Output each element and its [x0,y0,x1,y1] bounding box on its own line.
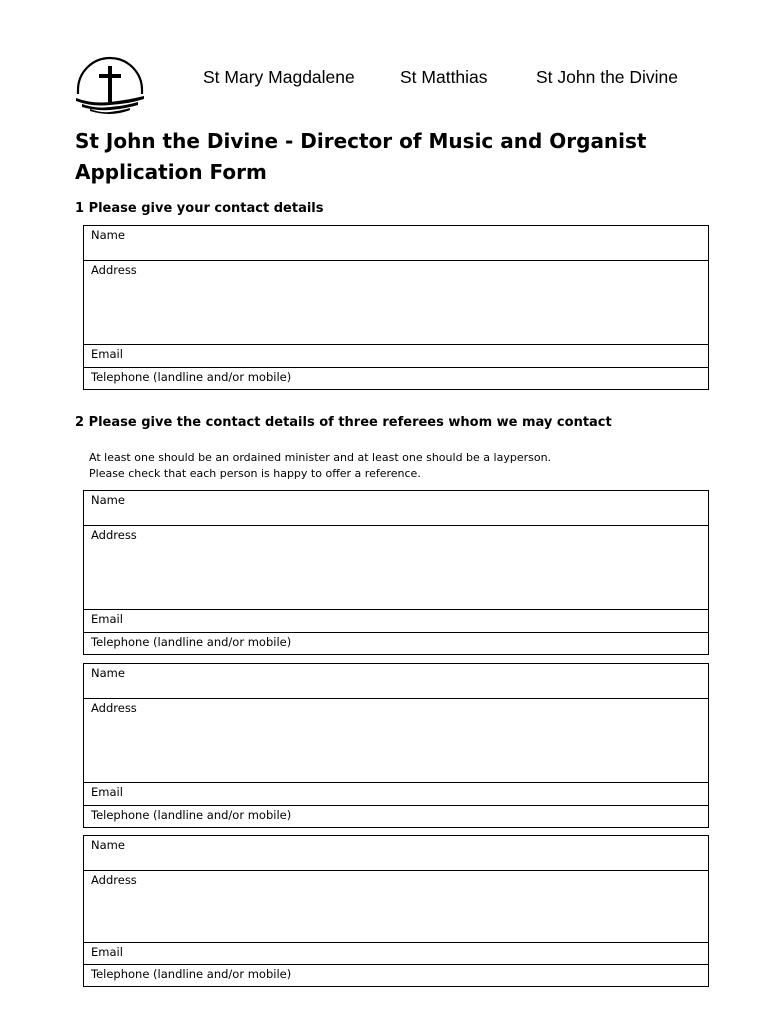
referee-note-line-2: Please check that each person is happy to offer a reference. [89,467,421,480]
referee-2-name-field[interactable]: Name [91,666,125,680]
referee-1-name-field[interactable]: Name [91,493,125,507]
parish-name-st-matthias: St Matthias [400,67,488,87]
parish-name-st-john: St John the Divine [536,67,679,87]
referee-2-email-field[interactable]: Email [84,782,708,805]
applicant-email-field[interactable]: Email [84,344,708,367]
referee-2-table [83,663,709,828]
referee-instructions [89,450,551,482]
referee-3-address-field[interactable]: Address [84,870,708,942]
referee-2-telephone-field[interactable]: Telephone (landline and/or mobile) [84,805,708,827]
applicant-contact-table [83,225,709,390]
parish-name-st-mary: St Mary Magdalene [203,67,355,87]
page-title [75,126,735,188]
applicant-address-field[interactable]: Address [84,260,708,344]
section-1-heading: 1 Please give your contact details [75,201,324,216]
title-line-2: Application Form [75,160,267,184]
referee-note-line-1: At least one should be an ordained minister and at least one should be a layperson. [89,451,552,464]
applicant-name-field[interactable]: Name [91,228,125,242]
church-logo-icon [72,52,148,114]
referee-1-telephone-field[interactable]: Telephone (landline and/or mobile) [84,632,708,654]
referee-1-email-field[interactable]: Email [84,609,708,632]
referee-3-telephone-field[interactable]: Telephone (landline and/or mobile) [84,964,708,986]
title-line-1: St John the Divine - Director of Music and Organist [75,129,647,153]
referee-1-address-field[interactable]: Address [84,525,708,609]
referee-3-email-field[interactable]: Email [84,942,708,964]
referee-3-table [83,835,709,987]
applicant-telephone-field[interactable]: Telephone (landline and/or mobile) [84,367,708,389]
referee-1-table [83,490,709,655]
referee-2-address-field[interactable]: Address [84,698,708,782]
referee-3-name-field[interactable]: Name [91,838,125,852]
section-2-heading: 2 Please give the contact details of three referees whom we may contact [75,415,612,430]
